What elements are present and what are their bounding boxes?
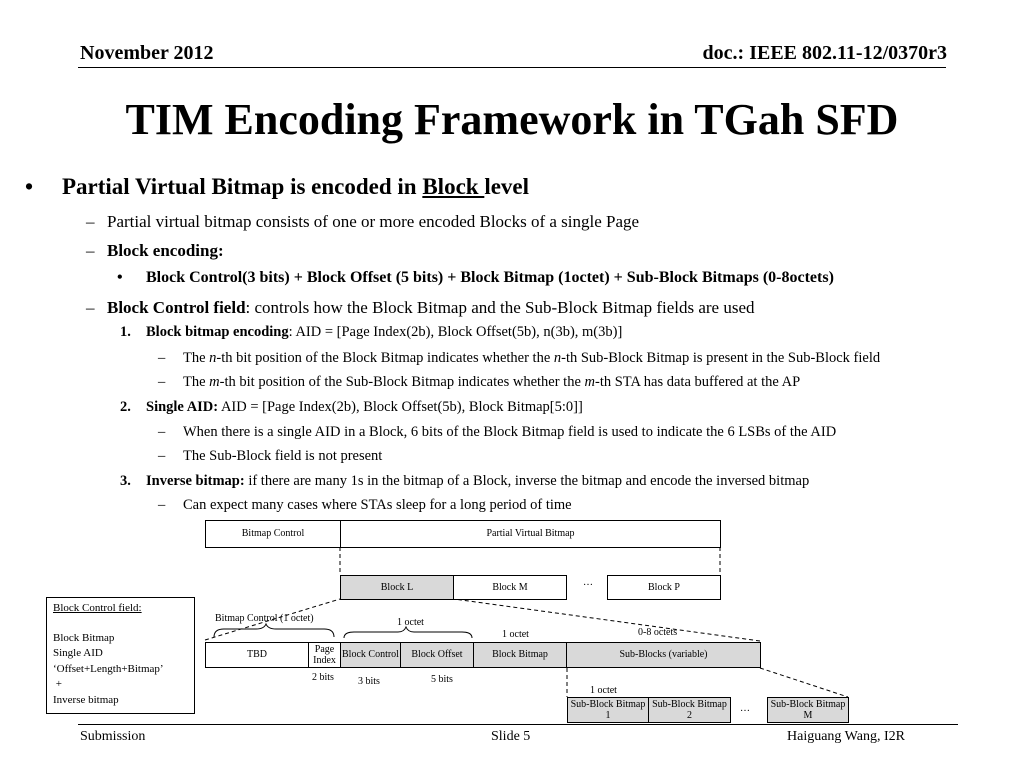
sub-bullet-3-rest: : controls how the Block Bitmap and the Sub-Block Bitmap fields are used <box>245 298 755 317</box>
t: The <box>183 350 210 366</box>
note-line-4: + <box>53 678 62 690</box>
t: -th bit position of the Sub-Block Bitmap indicates whether the <box>219 374 585 390</box>
block-l-box: Block L <box>340 575 454 600</box>
dash-marker: – <box>158 448 166 464</box>
num-2: 2. <box>120 399 131 415</box>
bullet-dot: • <box>25 174 34 199</box>
sub-block-bitmap-m-box: Sub-Block Bitmap M <box>767 697 849 723</box>
numbered-3-sub-a: Can expect many cases where STAs sleep for a long period of time <box>183 497 572 513</box>
numbered-item-1-rest: : AID = [Page Index(2b), Block Offset(5b), n(3b), m(3b)] <box>288 324 623 340</box>
numbered-item-2-rest: AID = [Page Index(2b), Block Offset(5b), Block Bitmap[5:0]] <box>218 399 583 415</box>
dash-marker: – <box>158 350 166 366</box>
num-3: 3. <box>120 473 131 489</box>
sub-blocks-box: Sub-Blocks (variable) <box>566 642 761 668</box>
zero-eight-octets-label: 0-8 octets <box>638 627 678 638</box>
note-line-2: Single AID <box>53 647 103 659</box>
dash-marker: – <box>158 374 166 390</box>
numbered-item-2-bold: Single AID: <box>146 399 219 415</box>
sub-bullet-1: Partial virtual bitmap consists of one or more encoded Blocks of a single Page <box>107 212 640 231</box>
five-bits-label: 5 bits <box>431 674 453 685</box>
footer-submission: Submission <box>80 729 146 744</box>
t: -th Sub-Block Bitmap is present in the Sub-Block field <box>561 350 881 366</box>
note-line-5: Inverse bitmap <box>53 693 119 706</box>
block-bitmap-box: Block Bitmap <box>473 642 567 668</box>
one-octet-label-3: 1 octet <box>590 685 617 696</box>
dash-marker: – <box>86 212 95 231</box>
footer-author: Haiguang Wang, I2R <box>787 729 905 744</box>
header-date: November 2012 <box>80 42 214 64</box>
block-control-field-note <box>46 597 195 714</box>
note-line-3: ‘Offset+Length+Bitmap’ <box>53 662 164 675</box>
t: -th STA has data buffered at the AP <box>595 374 801 390</box>
note-heading: Block Control field: <box>53 602 142 614</box>
sub-bullet-3-bold: Block Control field <box>107 298 246 317</box>
block-offset-box: Block Offset <box>400 642 474 668</box>
block-control-box: Block Control <box>340 642 401 668</box>
sub-block-bitmap-2-box: Sub-Block Bitmap 2 <box>648 697 731 723</box>
numbered-2-sub-b: The Sub-Block field is not present <box>183 448 383 464</box>
two-bits-label: 2 bits <box>312 672 334 683</box>
sub-block-ellipsis: … <box>740 703 750 714</box>
block-m-box: Block M <box>453 575 567 600</box>
bitmap-control-box: Bitmap Control <box>205 520 341 548</box>
bitmap-control-octet-label: Bitmap Control (1 octet) <box>215 613 314 624</box>
note-spacer <box>53 617 188 631</box>
dash-marker: – <box>158 424 166 440</box>
t: m <box>584 374 595 390</box>
footer-rule <box>78 724 958 725</box>
t: -th bit position of the Block Bitmap indicates whether the <box>216 350 554 366</box>
t: n <box>553 350 562 366</box>
note-line-1: Block Bitmap <box>53 631 115 644</box>
t: n <box>209 350 217 366</box>
slide-title: TIM Encoding Framework in TGah SFD <box>125 95 899 144</box>
sub-bullet-2: Block encoding: <box>107 241 224 260</box>
partial-virtual-bitmap-box: Partial Virtual Bitmap <box>340 520 721 548</box>
dash-marker: – <box>86 241 95 260</box>
block-ellipsis: … <box>583 577 593 588</box>
sub-bullet-2a: Block Control(3 bits) + Block Offset (5 bits) + Block Bitmap (1octet) + Sub-Block Bitmaps (0-8octets) <box>146 269 834 286</box>
footer-slide-number: Slide 5 <box>491 729 531 744</box>
tbd-box: TBD <box>205 642 309 668</box>
bullet-dot-small: • <box>117 269 123 286</box>
page-index-box: Page Index <box>308 642 341 668</box>
bullet-main-tail: level <box>484 174 530 199</box>
numbered-2-sub-a: When there is a single AID in a Block, 6 bits of the Block Bitmap field is used to indicate the 6 LSBs of the AID <box>183 424 837 440</box>
num-1: 1. <box>120 324 131 340</box>
one-octet-label-2: 1 octet <box>502 629 529 640</box>
dash-marker: – <box>86 298 95 317</box>
numbered-item-3-rest: if there are many 1s in the bitmap of a Block, inverse the bitmap and encode the inversed bitmap <box>244 473 810 489</box>
bullet-main-underlined: Block <box>422 174 485 199</box>
one-octet-label: 1 octet <box>397 617 424 628</box>
numbered-item-3-bold: Inverse bitmap: <box>146 473 245 489</box>
t: The <box>183 374 210 390</box>
dash-marker: – <box>158 497 166 513</box>
block-p-box: Block P <box>607 575 721 600</box>
header-doc-id: doc.: IEEE 802.11-12/0370r3 <box>702 42 947 64</box>
three-bits-label: 3 bits <box>358 676 380 687</box>
t: m <box>209 374 220 390</box>
numbered-item-1-bold: Block bitmap encoding <box>146 324 289 340</box>
sub-block-bitmap-1-box: Sub-Block Bitmap 1 <box>567 697 649 723</box>
bullet-main-text: Partial Virtual Bitmap is encoded in <box>62 174 423 199</box>
